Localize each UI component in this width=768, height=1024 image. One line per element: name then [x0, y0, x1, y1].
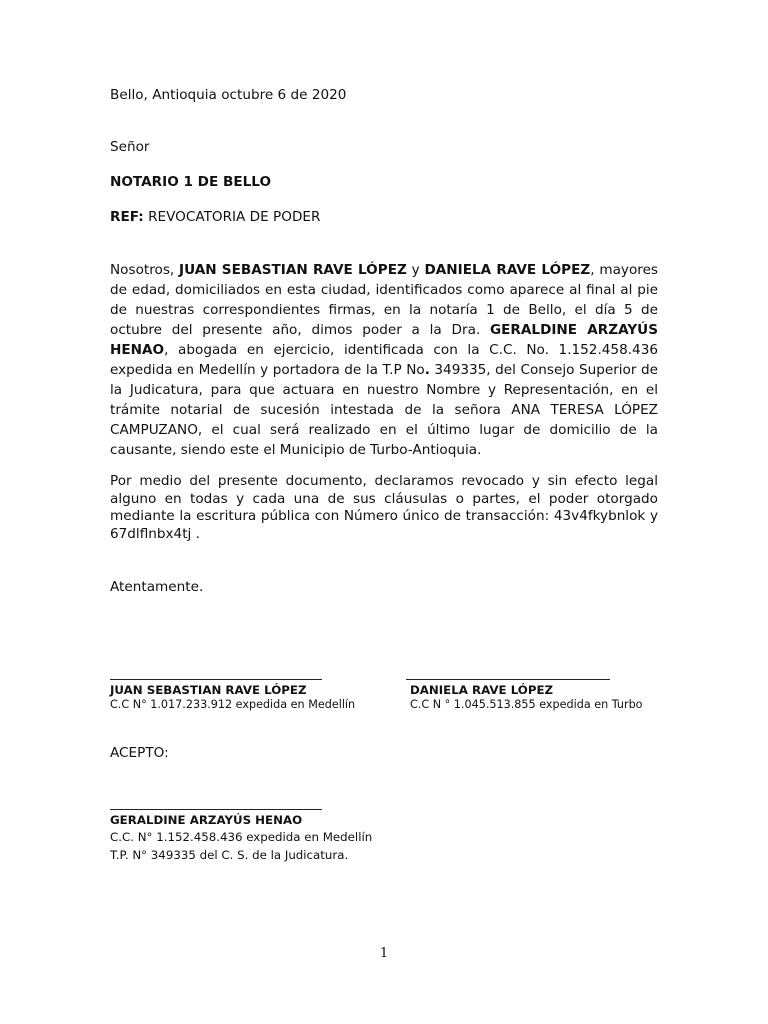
salutation: Señor	[110, 139, 150, 155]
p1-text-4: , abogada en ejercicio, identificada con la C.C. No. 1.152.458.436 expedida en Medellín y portadora de la T.P No	[110, 342, 658, 378]
p1-text-5: 349335, del Consejo Superior de la Judicatura, para que actuara en nuestro Nombre y Representación, en el trámite notarial de sucesión intestada de la señora	[110, 362, 658, 418]
p1-name-geraldine: GERALDINE ARZAYÚS HENAO	[110, 322, 658, 358]
acceptance-label: ACEPTO:	[110, 745, 169, 761]
p1-text-1: Nosotros,	[110, 262, 180, 278]
closing: Atentamente.	[110, 579, 204, 595]
recipient: NOTARIO 1 DE BELLO	[110, 174, 272, 190]
p1-text-3: , mayores de edad, domiciliados en esta ciudad, identificados como aparece al final al pie de nuestras correspondientes firmas, en la notaría 1 de Bello, el día 5 de octubre del presente año, dimos poder a la Dra.	[110, 262, 659, 338]
p1-name-daniela: DANIELA RAVE LÓPEZ	[424, 262, 591, 278]
signature-line-juan	[110, 679, 322, 680]
signature-id-juan: C.C N° 1.017.233.912 expedida en Medellín	[110, 698, 356, 711]
p1-text-2: y	[406, 262, 425, 278]
signature-id-geraldine: C.C. N° 1.152.458.436 expedida en Medellín	[110, 830, 373, 844]
place-date: Bello, Antioquia octubre 6 de 2020	[110, 87, 347, 103]
signature-line-daniela	[406, 679, 610, 680]
reference-text: REVOCATORIA DE PODER	[148, 209, 321, 225]
reference-line	[110, 208, 320, 226]
page-number: 1	[379, 946, 389, 961]
p1-name-ana-teresa: ANA TERESA LÓPEZ CAMPUZANO	[110, 402, 658, 438]
body-paragraph-2: Por medio del presente documento, declaramos revocado y sin efecto legal alguno en todas y cada una de sus cláusulas o partes, el poder otorgado mediante la escritura pública con Número único de transacción: 43v4fkybnlok y 67dlflnbx4tj .	[110, 473, 658, 542]
signature-tp-geraldine: T.P. N° 349335 del C. S. de la Judicatura.	[110, 848, 349, 862]
signature-name-daniela: DANIELA RAVE LÓPEZ	[410, 683, 554, 697]
signature-name-geraldine: GERALDINE ARZAYÚS HENAO	[110, 813, 303, 827]
reference-label: REF:	[110, 209, 144, 225]
body-paragraph-1	[110, 260, 658, 460]
signature-id-daniela: C.C N ° 1.045.513.855 expedida en Turbo	[410, 698, 643, 711]
p1-name-juan: JUAN SEBASTIAN RAVE LÓPEZ	[179, 262, 407, 278]
p1-text-6: , el cual será realizado en el último lugar de domicilio de la causante, siendo este el Municipio de Turbo-Antioquia.	[110, 422, 658, 458]
p1-dot: .	[424, 362, 430, 378]
signature-line-geraldine	[110, 809, 322, 810]
signature-name-juan: JUAN SEBASTIAN RAVE LÓPEZ	[110, 683, 307, 697]
